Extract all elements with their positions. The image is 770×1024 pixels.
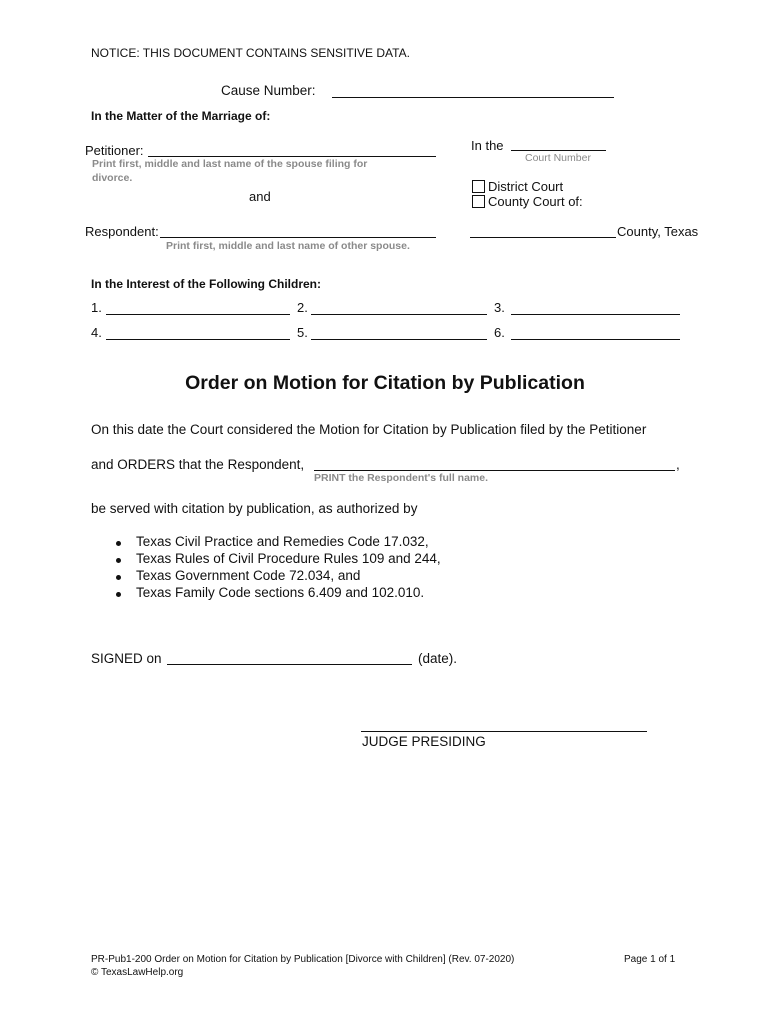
petitioner-hint-line-1: Print first, middle and last name of the spouse filing for [92, 158, 368, 170]
respondent-label: Respondent: [85, 224, 159, 239]
footer-form-id: PR-Pub1-200 Order on Motion for Citation by Publication [Divorce with Children] (Rev. 07-2020) [91, 954, 515, 965]
authority-item-2: Texas Rules of Civil Procedure Rules 109 and 244, [136, 551, 441, 566]
judge-presiding-label: JUDGE PRESIDING [362, 734, 486, 749]
respondent-full-name-field[interactable] [314, 470, 675, 471]
respondent-full-name-hint: PRINT the Respondent's full name. [314, 472, 489, 484]
child-3-field[interactable] [511, 314, 680, 315]
district-court-checkbox[interactable] [472, 180, 485, 193]
orders-comma: , [676, 457, 680, 472]
county-court-label: County Court of: [488, 194, 583, 209]
petitioner-hint-line-2: divorce. [92, 172, 133, 184]
child-4-field[interactable] [106, 339, 290, 340]
county-texas-label: County, Texas [617, 224, 699, 239]
respondent-name-field[interactable] [160, 237, 436, 238]
in-the-label: In the [471, 138, 504, 153]
cause-number-field[interactable] [332, 97, 614, 98]
court-number-hint: Court Number [525, 152, 591, 164]
district-court-label: District Court [488, 179, 564, 194]
signed-on-label: SIGNED on [91, 651, 162, 666]
bullet-icon [116, 575, 121, 580]
child-number-3: 3. [494, 300, 505, 315]
child-number-4: 4. [91, 325, 102, 340]
child-number-6: 6. [494, 325, 505, 340]
orders-label: and ORDERS that the Respondent, [91, 457, 305, 472]
petitioner-label: Petitioner: [85, 143, 144, 158]
footer-copyright: © TexasLawHelp.org [91, 967, 184, 978]
respondent-hint: Print first, middle and last name of other spouse. [166, 240, 410, 252]
county-name-field[interactable] [470, 237, 616, 238]
petitioner-name-field[interactable] [148, 156, 436, 157]
bullet-icon [116, 558, 121, 563]
date-label: (date). [418, 651, 458, 666]
child-1-field[interactable] [106, 314, 290, 315]
authority-item-1: Texas Civil Practice and Remedies Code 17.032, [136, 534, 429, 549]
and-label: and [249, 189, 271, 204]
matter-heading: In the Matter of the Marriage of: [91, 109, 271, 123]
authority-item-4: Texas Family Code sections 6.409 and 102.010. [136, 585, 425, 600]
bullet-icon [116, 541, 121, 546]
child-number-2: 2. [297, 300, 308, 315]
children-heading: In the Interest of the Following Children: [91, 277, 321, 291]
bullet-icon [116, 592, 121, 597]
judge-signature-field[interactable] [361, 731, 647, 732]
child-6-field[interactable] [511, 339, 680, 340]
child-number-5: 5. [297, 325, 308, 340]
sensitive-data-notice: NOTICE: THIS DOCUMENT CONTAINS SENSITIVE DATA. [91, 46, 410, 60]
document-title: Order on Motion for Citation by Publication [185, 372, 585, 394]
child-2-field[interactable] [311, 314, 487, 315]
served-label: be served with citation by publication, as authorized by [91, 501, 418, 516]
child-number-1: 1. [91, 300, 102, 315]
child-5-field[interactable] [311, 339, 487, 340]
consideration-paragraph: On this date the Court considered the Motion for Citation by Publication filed by the Petitioner [91, 422, 647, 437]
court-number-field[interactable] [511, 150, 606, 151]
footer-page-number: Page 1 of 1 [624, 954, 676, 965]
county-court-checkbox[interactable] [472, 195, 485, 208]
signed-date-field[interactable] [167, 664, 412, 665]
authority-item-3: Texas Government Code 72.034, and [136, 568, 361, 583]
cause-number-label: Cause Number: [221, 83, 316, 98]
